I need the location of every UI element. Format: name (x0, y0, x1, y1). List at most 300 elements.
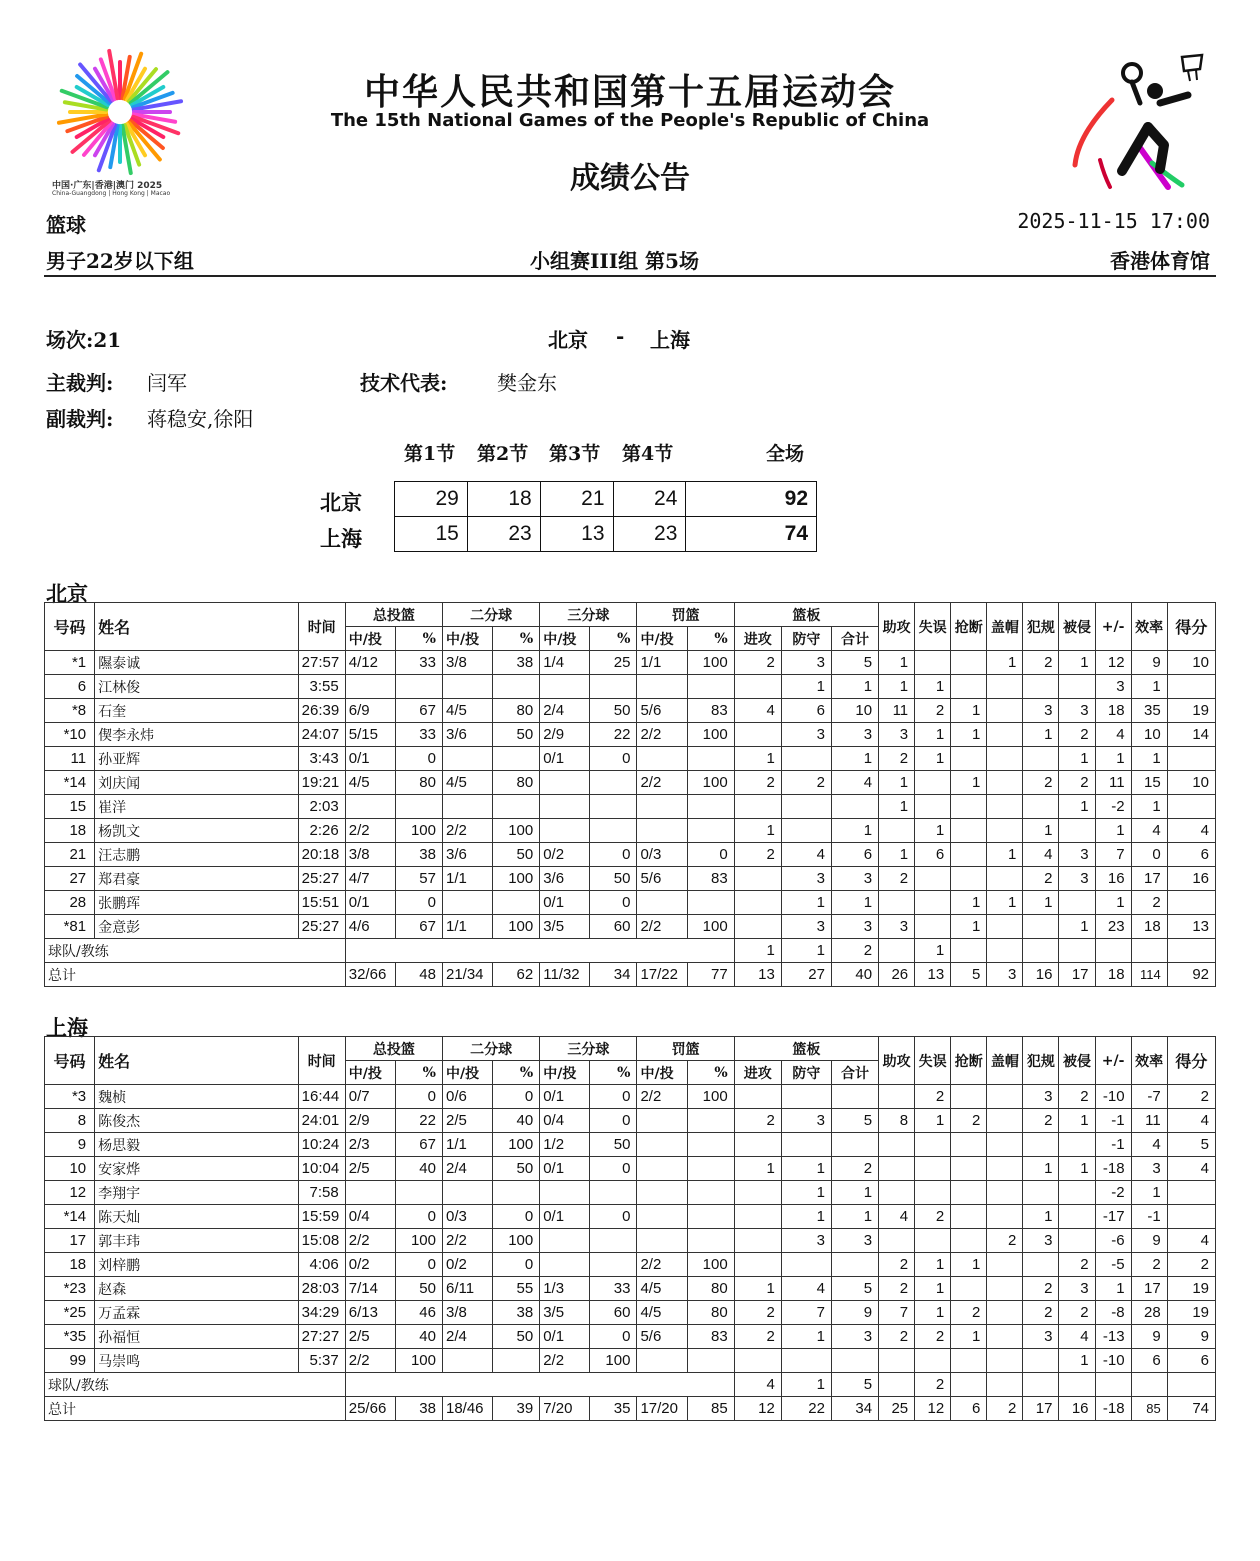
stat-cell (987, 699, 1023, 723)
stat-cell (1023, 1181, 1059, 1205)
stat-cell: 10 (831, 699, 878, 723)
stat-cell: 陈俊杰 (95, 1109, 299, 1133)
stat-cell: 4/5 (637, 1277, 687, 1301)
stat-cell: 26:39 (298, 699, 345, 723)
stat-cell: 2 (734, 1301, 781, 1325)
stat-cell (987, 795, 1023, 819)
quarter-team-away: 上海 (320, 526, 362, 551)
stat-cell (493, 795, 540, 819)
title-zh: 中华人民共和国第十五届运动会 (363, 71, 896, 113)
stat-cell: 9 (1131, 651, 1167, 675)
stat-cell (915, 1229, 951, 1253)
stat-cell: 1 (1059, 795, 1095, 819)
stat-cell (879, 1085, 915, 1109)
stat-cell: 100 (687, 771, 734, 795)
stat-cell (879, 1229, 915, 1253)
stats-header-row (45, 603, 1216, 627)
q-score: 29 (395, 482, 468, 517)
stat-cell: 2 (879, 867, 915, 891)
stat-cell: *14 (45, 1205, 95, 1229)
stat-cell: 100 (493, 867, 540, 891)
stat-cell: 2 (915, 699, 951, 723)
stat-cell: 67 (395, 915, 442, 939)
col-ft: 罚篮 (637, 1037, 734, 1061)
stat-cell: 0 (395, 1085, 442, 1109)
col-made-att: 中/投 (345, 1061, 395, 1085)
stat-cell: 60 (590, 915, 637, 939)
home-team: 北京 (548, 328, 588, 352)
stat-cell: 80 (687, 1301, 734, 1325)
stat-cell: 2 (734, 1109, 781, 1133)
stat-cell: 100 (687, 1085, 734, 1109)
stat-cell: 1 (1059, 747, 1095, 771)
stat-cell: 2/5 (345, 1325, 395, 1349)
stat-cell (987, 1277, 1023, 1301)
total-cell: 114 (1131, 963, 1167, 987)
stat-cell: 3 (1131, 1157, 1167, 1181)
stat-cell (395, 675, 442, 699)
stat-cell (951, 1349, 987, 1373)
total-cell: 17 (1059, 963, 1095, 987)
total-cell: 2 (987, 1397, 1023, 1421)
stat-cell: 2 (915, 1325, 951, 1349)
table-row (45, 1277, 1216, 1301)
col-blk: 盖帽 (987, 1037, 1023, 1085)
stat-cell: 50 (493, 1325, 540, 1349)
empty-cell (1023, 1373, 1059, 1397)
stat-cell: 40 (395, 1157, 442, 1181)
total-header: 全场 (766, 443, 805, 465)
stat-cell: 7 (1095, 843, 1131, 867)
stat-cell: 2 (1023, 1109, 1059, 1133)
stat-cell: 1 (879, 675, 915, 699)
stat-cell (951, 867, 987, 891)
stat-cell: 11 (879, 699, 915, 723)
stat-cell (442, 747, 492, 771)
stat-cell: 3/6 (442, 843, 492, 867)
stat-cell (637, 819, 687, 843)
stat-cell: 80 (395, 771, 442, 795)
stat-cell: 1 (734, 1277, 781, 1301)
stat-cell: 1 (1131, 795, 1167, 819)
stat-cell: 38 (395, 843, 442, 867)
stat-cell: 2:26 (298, 819, 345, 843)
team-coach-row (45, 1373, 1216, 1397)
stat-cell: 0 (590, 747, 637, 771)
stat-cell (1059, 1133, 1095, 1157)
col-ast: 助攻 (879, 1037, 915, 1085)
stat-cell: 12 (45, 1181, 95, 1205)
stat-cell: 3/6 (442, 723, 492, 747)
stat-cell: 83 (687, 1325, 734, 1349)
stat-cell: 1 (1095, 891, 1131, 915)
stat-cell (951, 795, 987, 819)
stat-cell: 6 (1131, 1349, 1167, 1373)
stat-cell: 27:57 (298, 651, 345, 675)
total-cell: 74 (1167, 1397, 1215, 1421)
stat-cell (781, 1253, 831, 1277)
stat-cell: 16 (1095, 867, 1131, 891)
stat-cell: 5/15 (345, 723, 395, 747)
stat-cell (1023, 747, 1059, 771)
stat-cell: 1 (1059, 1157, 1095, 1181)
stat-cell (734, 675, 781, 699)
stat-cell (1059, 891, 1095, 915)
stat-cell: 19 (1167, 1301, 1215, 1325)
stat-cell: -5 (1095, 1253, 1131, 1277)
stat-cell: 1 (879, 651, 915, 675)
stat-cell: 38 (493, 1301, 540, 1325)
stat-cell: 4/12 (345, 651, 395, 675)
stat-cell: 4/7 (345, 867, 395, 891)
stat-cell: 0/1 (345, 747, 395, 771)
empty-cell (1167, 1373, 1215, 1397)
stat-cell: 1 (915, 1109, 951, 1133)
table-row (45, 771, 1216, 795)
stat-cell (1167, 795, 1215, 819)
stat-cell (781, 1133, 831, 1157)
col-made-att: 中/投 (540, 1061, 590, 1085)
stat-cell: 10 (45, 1157, 95, 1181)
col-pct: % (493, 1061, 540, 1085)
stat-cell: 孙亚辉 (95, 747, 299, 771)
stat-cell (987, 1085, 1023, 1109)
stat-cell (442, 1181, 492, 1205)
col-off: 进攻 (734, 627, 781, 651)
stat-cell: 1/1 (442, 915, 492, 939)
table-row (45, 747, 1216, 771)
stat-cell (879, 891, 915, 915)
stat-cell: 0/1 (540, 891, 590, 915)
tech-delegate-name: 樊金东 (497, 371, 557, 395)
stat-cell (687, 675, 734, 699)
empty-cell (1131, 1373, 1167, 1397)
stat-cell: 18 (1131, 915, 1167, 939)
stat-cell: 2 (915, 1205, 951, 1229)
stat-cell: 1 (987, 651, 1023, 675)
stat-cell: *8 (45, 699, 95, 723)
stat-cell: 0/6 (442, 1085, 492, 1109)
stat-cell: 2/5 (442, 1109, 492, 1133)
stat-cell (734, 1133, 781, 1157)
stat-cell (781, 819, 831, 843)
stat-cell: 1 (1059, 651, 1095, 675)
stat-cell: 0/2 (345, 1253, 395, 1277)
stat-cell: *81 (45, 915, 95, 939)
stat-cell: 杨凯文 (95, 819, 299, 843)
stat-cell: 100 (687, 651, 734, 675)
stat-cell: 1 (915, 1301, 951, 1325)
col-to: 失误 (915, 1037, 951, 1085)
stat-cell: 2 (1131, 1253, 1167, 1277)
col-pct: % (395, 1061, 442, 1085)
stat-cell: 0/3 (442, 1205, 492, 1229)
tech-delegate-label: 技术代表: (360, 371, 448, 395)
col-def: 防守 (781, 1061, 831, 1085)
stat-cell: 1 (734, 1157, 781, 1181)
stat-cell (734, 723, 781, 747)
stats-header-row (45, 1037, 1216, 1061)
stat-cell: 12 (1095, 651, 1131, 675)
total-cell: 13 (734, 963, 781, 987)
stat-cell: 5:37 (298, 1349, 345, 1373)
col-pts: 得分 (1167, 603, 1215, 651)
stat-cell: 0 (395, 747, 442, 771)
stat-cell: *3 (45, 1085, 95, 1109)
stat-cell (687, 795, 734, 819)
stat-cell (687, 819, 734, 843)
col-reb: 篮板 (734, 603, 878, 627)
stat-cell (1023, 1253, 1059, 1277)
stat-cell: 55 (493, 1277, 540, 1301)
stat-cell (540, 1181, 590, 1205)
referee-name: 闫军 (147, 371, 187, 395)
stat-cell (951, 651, 987, 675)
stat-cell (590, 1229, 637, 1253)
total-cell: 34 (831, 1397, 878, 1421)
stat-cell: 2 (1023, 1301, 1059, 1325)
total-cell: 17 (1023, 1397, 1059, 1421)
col-made-att: 中/投 (540, 627, 590, 651)
quarter-team-home: 北京 (320, 490, 362, 515)
stat-cell: 3/5 (540, 1301, 590, 1325)
stat-cell (734, 891, 781, 915)
stat-cell: 19 (1167, 1277, 1215, 1301)
stat-cell (781, 747, 831, 771)
stat-cell (734, 1229, 781, 1253)
stat-cell: 0/2 (442, 1253, 492, 1277)
stat-cell: 2 (831, 939, 878, 963)
stat-cell: 40 (493, 1109, 540, 1133)
stat-cell (687, 1205, 734, 1229)
stat-cell: 80 (493, 699, 540, 723)
stat-cell: 15:51 (298, 891, 345, 915)
stat-cell: 33 (590, 1277, 637, 1301)
table-row (45, 1325, 1216, 1349)
stat-cell: 100 (395, 1349, 442, 1373)
stat-cell: 9 (1167, 1325, 1215, 1349)
stat-cell: 1 (1059, 1349, 1095, 1373)
stat-cell: 3/5 (540, 915, 590, 939)
stat-cell: 3 (879, 915, 915, 939)
stat-cell: -8 (1095, 1301, 1131, 1325)
stat-cell (987, 1109, 1023, 1133)
col-made-att: 中/投 (637, 627, 687, 651)
stat-cell: 0/1 (540, 747, 590, 771)
table-row (45, 1085, 1216, 1109)
empty-cell (987, 939, 1023, 963)
stat-cell: 9 (1131, 1229, 1167, 1253)
stat-cell: 100 (493, 1229, 540, 1253)
stat-cell: 0 (590, 891, 637, 915)
stat-cell (493, 1349, 540, 1373)
stat-cell: 7 (781, 1301, 831, 1325)
stat-cell: 3 (1023, 1085, 1059, 1109)
stat-cell (915, 915, 951, 939)
stat-cell: 1 (1023, 1205, 1059, 1229)
stat-cell: 4 (1131, 1133, 1167, 1157)
stat-cell: 9 (831, 1301, 878, 1325)
col-name: 姓名 (95, 1037, 299, 1085)
total-cell: 5 (951, 963, 987, 987)
stat-cell: 2 (1059, 1085, 1095, 1109)
stat-cell (687, 891, 734, 915)
stat-cell (915, 891, 951, 915)
stat-cell: 7:58 (298, 1181, 345, 1205)
stat-cell: 3 (1059, 867, 1095, 891)
stat-cell: 7/14 (345, 1277, 395, 1301)
col-pct: % (590, 1061, 637, 1085)
team-section-title: 上海 (46, 1015, 88, 1040)
col-ft: 罚篮 (637, 603, 734, 627)
stat-cell (1023, 1133, 1059, 1157)
datetime: 2025-11-15 17:00 (1017, 209, 1210, 233)
stat-cell: 57 (395, 867, 442, 891)
table-row (45, 1181, 1216, 1205)
stat-cell: 4 (781, 1277, 831, 1301)
stat-cell (831, 1349, 878, 1373)
stat-cell: 4 (1059, 1325, 1095, 1349)
stat-cell: 2/9 (540, 723, 590, 747)
q-total: 92 (686, 482, 817, 517)
stat-cell (493, 891, 540, 915)
stat-cell: 1 (879, 771, 915, 795)
stat-cell: 1 (1095, 747, 1131, 771)
total-cell: 17/20 (637, 1397, 687, 1421)
stat-cell: 1 (915, 939, 951, 963)
stat-cell: 杨思毅 (95, 1133, 299, 1157)
stat-cell: 1 (781, 939, 831, 963)
stat-cell (1023, 915, 1059, 939)
stat-cell: 1 (879, 795, 915, 819)
stat-cell: 石奎 (95, 699, 299, 723)
total-cell: 38 (395, 1397, 442, 1421)
stat-cell: 2/2 (637, 1253, 687, 1277)
stat-cell: 2/4 (442, 1157, 492, 1181)
stat-cell: 0/1 (345, 891, 395, 915)
stat-cell (987, 867, 1023, 891)
table-row (45, 1349, 1216, 1373)
stat-cell: 3 (781, 723, 831, 747)
stat-cell: 1 (951, 699, 987, 723)
quarter-row-home (395, 482, 817, 517)
stat-cell: *23 (45, 1277, 95, 1301)
stat-cell: *25 (45, 1301, 95, 1325)
stat-cell: 2 (1023, 771, 1059, 795)
stat-cell (915, 1349, 951, 1373)
stat-cell: 郑君豪 (95, 867, 299, 891)
stat-cell (987, 1325, 1023, 1349)
stat-cell: 4/5 (442, 699, 492, 723)
stat-cell (1167, 1205, 1215, 1229)
stat-cell: 21 (45, 843, 95, 867)
stat-cell: 1 (1023, 891, 1059, 915)
stat-cell: 10 (1167, 651, 1215, 675)
stat-cell: -7 (1131, 1085, 1167, 1109)
total-cell: 40 (831, 963, 878, 987)
stat-cell: 5/6 (637, 867, 687, 891)
stat-cell: 2 (1023, 867, 1059, 891)
stat-cell: 33 (395, 651, 442, 675)
stat-cell: 2:03 (298, 795, 345, 819)
stat-cell (734, 1205, 781, 1229)
stat-cell: 3 (831, 867, 878, 891)
stat-cell: -10 (1095, 1085, 1131, 1109)
team-coach-label: 球队/教练 (45, 1373, 346, 1397)
col-pm: +/- (1095, 603, 1131, 651)
stat-cell: 2 (781, 771, 831, 795)
stat-cell: 4/5 (345, 771, 395, 795)
stat-cell: 25:27 (298, 915, 345, 939)
logo-caption: 中国·广东|香港|澳门 2025 (52, 181, 163, 191)
stat-cell: 27 (45, 867, 95, 891)
stat-cell: 2 (879, 747, 915, 771)
stat-cell: 4/6 (345, 915, 395, 939)
stat-cell: 6/11 (442, 1277, 492, 1301)
stat-cell: 3 (1059, 1277, 1095, 1301)
stat-cell: -2 (1095, 1181, 1131, 1205)
stat-cell (590, 675, 637, 699)
total-cell: 25 (879, 1397, 915, 1421)
col-eff: 效率 (1131, 603, 1167, 651)
stat-cell (687, 1181, 734, 1205)
stat-cell (951, 675, 987, 699)
stat-cell: 3 (1059, 699, 1095, 723)
stat-cell: 0 (493, 1085, 540, 1109)
stat-cell: 3 (831, 1325, 878, 1349)
stat-cell: 5 (831, 651, 878, 675)
stat-cell: 3:43 (298, 747, 345, 771)
col-3p: 三分球 (540, 1037, 637, 1061)
table-row (45, 1229, 1216, 1253)
col-ast: 助攻 (879, 603, 915, 651)
total-cell: 32/66 (345, 963, 395, 987)
stat-cell: 22 (395, 1109, 442, 1133)
stat-cell: 1 (915, 747, 951, 771)
stat-cell: 6 (45, 675, 95, 699)
total-cell: 25/66 (345, 1397, 395, 1421)
stat-cell (1167, 891, 1215, 915)
stat-cell: 马崇鸣 (95, 1349, 299, 1373)
stat-cell: 3 (1023, 1229, 1059, 1253)
empty-cell (1059, 1373, 1095, 1397)
stat-cell: 100 (493, 915, 540, 939)
stat-cell: 25 (590, 651, 637, 675)
stat-cell: 孙福恒 (95, 1325, 299, 1349)
stat-cell: 100 (687, 1253, 734, 1277)
stat-cell (915, 867, 951, 891)
table-row (45, 891, 1216, 915)
stat-cell: 4 (734, 699, 781, 723)
stat-cell: 1 (781, 1373, 831, 1397)
stat-cell: 100 (395, 1229, 442, 1253)
stat-cell: 50 (590, 699, 637, 723)
stat-cell: 2/5 (345, 1157, 395, 1181)
stat-cell: 1 (1059, 1109, 1095, 1133)
stat-cell (915, 1181, 951, 1205)
stat-cell: 80 (493, 771, 540, 795)
stat-cell (879, 1157, 915, 1181)
stat-cell: 刘庆闻 (95, 771, 299, 795)
stat-cell (987, 1349, 1023, 1373)
stat-cell: 3/8 (345, 843, 395, 867)
stat-cell: -2 (1095, 795, 1131, 819)
stat-cell: 4 (1167, 1109, 1215, 1133)
stat-cell: 2 (831, 1157, 878, 1181)
stat-cell: -17 (1095, 1205, 1131, 1229)
stat-cell: 40 (395, 1325, 442, 1349)
col-pct: % (493, 627, 540, 651)
